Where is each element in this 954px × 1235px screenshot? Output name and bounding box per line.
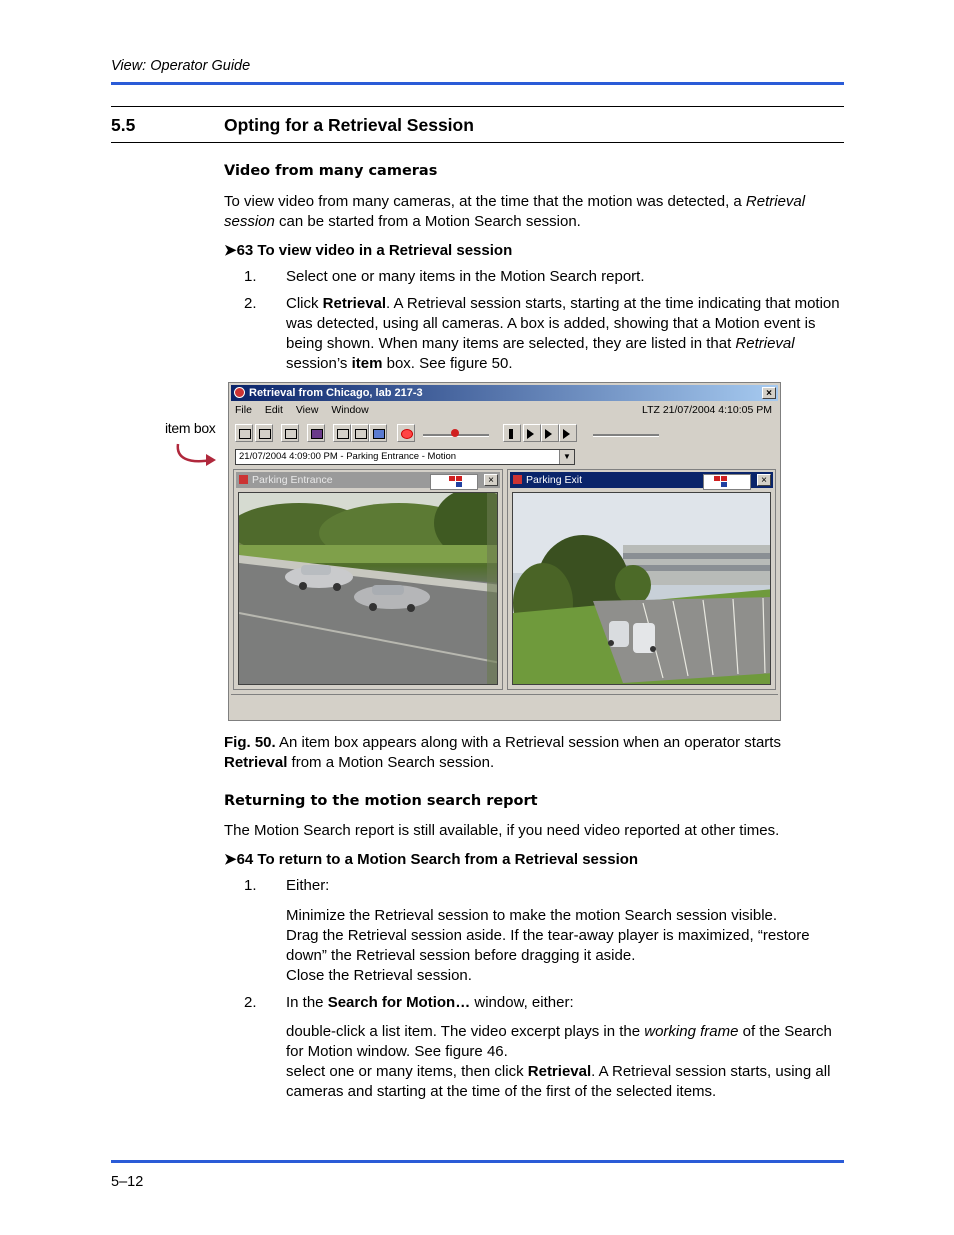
parking-exit-video-image (513, 493, 771, 685)
video-pane-parking-exit (507, 469, 776, 690)
item-box-select[interactable] (235, 449, 575, 465)
video-frame-entrance[interactable] (238, 492, 498, 685)
page-number: 5–12 (111, 1174, 144, 1190)
retrieval-window-screenshot (228, 382, 781, 721)
returning-paragraph: The Motion Search report is still available, if you need video reported at other times. (224, 822, 780, 839)
window-title: Retrieval from Chicago, lab 217-3 (249, 387, 423, 399)
option-select-retrieval: select one or many items, then click Retrieval. A Retrieval session starts, using all cameras and starting at the time of the first of the selected items. (286, 1063, 831, 1100)
window-titlebar (231, 385, 778, 401)
menu-bar (235, 404, 379, 416)
camera-icon (239, 475, 248, 484)
step-number: 2. (244, 295, 257, 312)
window-status-area (231, 694, 778, 717)
step-number: 2. (244, 994, 257, 1011)
toolbar (235, 424, 775, 444)
pane-title-bar (510, 472, 773, 488)
layout-restore-icon[interactable] (255, 424, 273, 442)
export-icon[interactable] (369, 424, 387, 442)
step-text: In the Search for Motion… window, either: (286, 994, 574, 1011)
step-number: 1. (244, 268, 257, 285)
option-drag: Drag the Retrieval session aside. If the tear-away player is maximized, “restore down” the Retrieval session before dragging it aside. (286, 927, 810, 964)
slider-thumb-icon[interactable] (451, 429, 459, 437)
subsection-heading-returning: Returning to the motion search report (224, 793, 538, 809)
header-rule (111, 82, 844, 85)
close-icon[interactable]: × (762, 387, 776, 399)
figure-caption: Fig. 50. An item box appears along with a Retrieval session when an operator starts Retrieval from a Motion Search session. (224, 734, 781, 771)
pane-layout-icon[interactable] (430, 474, 478, 490)
clock-readout: LTZ 21/07/2004 4:10:05 PM (642, 404, 772, 416)
option-double-click: double-click a list item. The video excerpt plays in the working frame of the Search for Motion window. See figure 46. (286, 1023, 832, 1060)
pause-icon[interactable] (503, 424, 521, 442)
app-icon (234, 387, 245, 398)
subsection-heading-cameras: Video from many cameras (224, 163, 438, 179)
callout-arrow-icon (172, 440, 222, 470)
section-title: Opting for a Retrieval Session (224, 115, 474, 135)
footer-rule (111, 1160, 844, 1163)
pane-layout-icon[interactable] (703, 474, 751, 490)
option-list (286, 906, 842, 986)
chevron-down-icon[interactable]: ▼ (559, 450, 574, 464)
menu-edit[interactable]: Edit (264, 404, 283, 416)
menu-window[interactable]: Window (331, 404, 369, 416)
film-icon[interactable] (307, 424, 325, 442)
step-text: Either: (286, 877, 330, 894)
pane-title: Parking Entrance (252, 474, 333, 486)
video-pane-parking-entrance (233, 469, 503, 690)
menu-file[interactable]: File (235, 404, 252, 416)
step-text: Click Retrieval. A Retrieval session starts, starting at the time indicating that motion was detected, using all cameras. A box is added, showing that a Motion event is being shown. When many items are selected, they are listed in that Retrieval session’s item box. See figure 50. (286, 295, 840, 372)
volume-slider[interactable] (593, 434, 659, 437)
layout-grid-icon[interactable] (281, 424, 299, 442)
step-forward-icon[interactable] (523, 424, 541, 442)
intro-paragraph: To view video from many cameras, at the time that the motion was detected, a Retrieval session can be started from a Motion Search session. (224, 193, 806, 230)
procedure-64-title: ➤64 To return to a Motion Search from a Retrieval session (224, 851, 639, 868)
procedure-63-title: ➤63 To view video in a Retrieval session (224, 242, 513, 259)
parking-lot-video-image (239, 493, 498, 685)
section-number: 5.5 (111, 115, 136, 135)
running-header: View: Operator Guide (111, 58, 251, 74)
print-icon[interactable] (333, 424, 351, 442)
fast-forward-icon[interactable] (559, 424, 577, 442)
pane-title-bar (236, 472, 500, 488)
menu-view[interactable]: View (295, 404, 319, 416)
pane-title: Parking Exit (526, 474, 583, 486)
item-box-value: 21/07/2004 4:09:00 PM - Parking Entrance - Motion (239, 451, 457, 462)
option-minimize: Minimize the Retrieval session to make the motion Search session visible. (286, 907, 778, 924)
item-box-callout: item box (165, 420, 216, 436)
preview-icon[interactable] (351, 424, 369, 442)
step-number: 1. (244, 877, 257, 894)
close-icon[interactable]: × (757, 474, 771, 486)
record-icon[interactable] (397, 424, 415, 442)
option-close: Close the Retrieval session. (286, 967, 472, 984)
close-icon[interactable]: × (484, 474, 498, 486)
step-text: Select one or many items in the Motion Search report. (286, 268, 645, 285)
camera-icon (513, 475, 522, 484)
play-icon[interactable] (541, 424, 559, 442)
video-frame-exit[interactable] (512, 492, 771, 685)
layout-single-icon[interactable] (235, 424, 253, 442)
option-list (286, 1022, 842, 1102)
section-top-rule (111, 106, 844, 107)
section-bottom-rule (111, 142, 844, 143)
